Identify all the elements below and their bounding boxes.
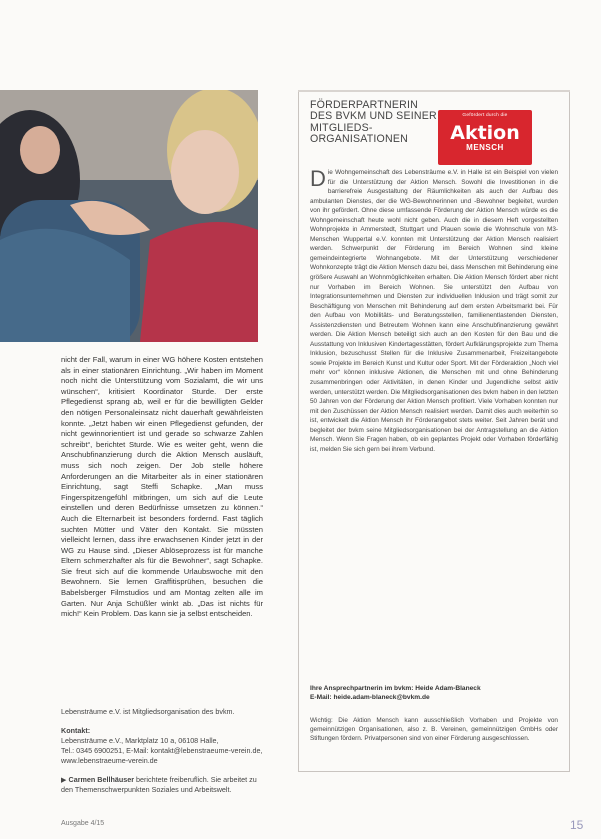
- photo-illustration: [0, 90, 258, 342]
- eligibility-note: Wichtig: Die Aktion Mensch kann ausschließlich Vorhaben und Projekte von gemeinnützigen Organisationen, also z. B. Vereinen, gemeinnützigen GmbHs oder Stiftungen fördern. Privatpersonen sind von einer Förderung ausgeschlossen.: [310, 717, 558, 743]
- membership-credit: Lebensträume e.V. ist Mitgliedsorganisation des bvkm.: [61, 707, 235, 716]
- author-bio: berichtete freiberuflich. Sie arbeitet zu den Themenschwerpunkten Soziales und Arbeitswelt.: [61, 775, 257, 794]
- contact-line: Tel.: 0345 6900251, E-Mail: kontakt@lebenstraeume-verein.de,: [61, 746, 263, 755]
- contact-line: Lebensträume e.V., Marktplatz 10 a, 06108 Halle,: [61, 736, 219, 745]
- drop-cap: D: [310, 166, 326, 191]
- sponsor-body-text: ie Wohngemeinschaft des Lebensträume e.V. in Halle ist ein Beispiel von vielen für die Unterstützung der Aktion Mensch. Sowohl die Investitionen in die barrierefreie Ausgestaltung der Räumlichkeiten als auch der Aufbau des ambulanten Dienstes, der die WG-Bewohnerinnen und -Bewohner begleitet, wurden von ihr gefördert. Ohne diese umfassende Förderung der Aktion Mensch würde es die Wohngemeinschaft heute wohl nicht geben. Auch die in diesem Heft vorgestellten Wohnprojekte in Ammerstedt, Stuttgart und Plauen sowie die Wohnschule von M3-Menschen Wuppertal e.V. konnten mit Unterstützung der Aktion Mensch realisiert werden. Schwerpunkt der Förderung im Bereich Wohnen sind kleine gemeindeintegrierte Wohnangebote. Mit der Unterstützung verschiedener Wohnkonzepte trägt die Aktion Mensch dazu bei, dass Menschen mit Behinderung eine größere Auswahl an Wohnmöglichkeiten erhalten. Die Aktion Mensch fördert aber nicht nur Vorhaben im Bereich Wohnen. Sie unterstützt den Aufbau von Integrationsunternehmen und Diensten zur individuellen Inklusion und trägt somit zur Beschäftigung von Menschen mit Behinderung auf dem ersten Arbeitsmarkt bei. Für den Aufbau von Mobilitäts- und Beratungsstellen, familienentlastenden Diensten, Assistenzdiensten und Betreutem Wohnen kann eine Anschubfinanzierung gewährt werden. Die Aktion Mensch beteiligt sich auch an den Kosten für den Bau und die Ausstattung von Inklusiven Kindertagesstätten, fördert Aufklärungsprojekte zum Thema Inklusion, bezuschusst Stellen für die Inklusive Zusammenarbeit, Freizeitangebote sowie Projekte im Bereich Kunst und Kultur oder Sport. Mit der Förderaktion „Noch viel mehr vor“ können inklusive Aktionen, die Menschen mit und ohne Behinderung zusammenbringen oder Aktivitäten, in denen Kinder und Jugendliche selbst aktiv werden, unterstützt werden. Die Mitgliedsorganisationen des bvkm haben in den letzten 50 Jahren von der Förderung der Aktion Mensch profitiert. Viele Vorhaben konnten nur mit den Zuschüssen der Aktion Mensch realisiert werden. Damit dies auch weiterhin so ist, entwickelt die Aktion Mensch ihr Förderangebot stets weiter. Seit Jahren berät und begleitet der bvkm seine Mitgliedsorganisationen bei der Antragstellung an die Aktion Mensch. Wenn Sie Fragen haben, ob ein geplantes Projekt oder Vorhaben förderfähig ist, melden Sie sich gern bei ihrem Verbund.: [310, 169, 558, 453]
- left-article-text: nicht der Fall, warum in einer WG höhere Kosten entstehen als in einer stationären Einrichtung. „Wir haben im Moment noch nicht die Unterstützung vom Sozialamt, die wir uns wünschen“, kritisiert Koordinator Sturde. Der erste Pflegedienst sprang ab, weil er für die bewilligten Gelder den nötigen Personaleinsatz nicht dauerhaft gewährleisten konnte. „Jetzt haben wir einen Pflegedienst gefunden, der nicht gewinnorientiert ist und gerade so schwarze Zahlen schreibt“, berichtet Sturde. Wie es weiter geht, wenn die Anschubfinanzierung durch die Aktion Mensch ausläuft, muss sich noch zeigen. Der Job stelle höhere Anforderungen an die Mitarbeiter als in einer stationären Einrichtung, sagt Steffi Schapke. „Man muss Fingerspitzengefühl mitbringen, um sich auf die Leute einstellen und deren Bedürfnisse umsetzen zu können.“ Auch die Elternarbeit ist besonders fordernd. Fast täglich suchten Mütter und Väter den Kontakt. Sie müssten vielleicht lernen, dass ihre erwachsenen Kinder jetzt in der WG zu Hause sind. „Dieser Ablöseprozess ist für manche Eltern schmerzhafter als für die Bewohner“, sagt Schapke. Sie freut sich auf die kommende Urlaubswoche mit den Bewohnern. Sie lernen Graffitisprühen, besuchen die Babelsberger Filmstudios und am Montag zelten alle im Garten. Nur Anja Schüßler winkt ab. „Das ist nichts für mich!“ Kein Problem. Das kann sie ja selbst entscheiden.: [61, 355, 263, 619]
- issue-label: Ausgabe 4/15: [61, 820, 105, 827]
- headline-line: MITGLIEDS-: [310, 121, 373, 134]
- aktion-mensch-logo: [438, 110, 532, 165]
- author-name: Carmen Bellhäuser: [68, 775, 135, 784]
- contact-person: Ihre Ansprechpartnerin im bvkm: Heide Adam-Blaneck: [310, 685, 481, 692]
- headline-line: FÖRDERPARTNERIN: [310, 99, 418, 111]
- logo-top-text: Gefördert durch die: [462, 113, 508, 118]
- author-note: ▶ Carmen Bellhäuser berichtete freiberuflich. Sie arbeitet zu den Themenschwerpunkten Soziales und Arbeitswelt.: [61, 775, 257, 794]
- page-number: 15: [570, 818, 584, 832]
- contact-website-link[interactable]: www.lebenstraeume-verein.de: [61, 756, 158, 765]
- headline-line: ORGANISATIONEN: [310, 133, 408, 146]
- headline-line: DES BVKM UND SEINER: [310, 110, 437, 123]
- left-footer: [61, 707, 263, 795]
- box-top-rule: [298, 90, 570, 92]
- logo-main-text: Aktion: [450, 122, 520, 144]
- contact-email-link[interactable]: E-Mail: heide.adam-blaneck@bvkm.de: [310, 694, 430, 701]
- left-article-column: [61, 355, 263, 620]
- sponsor-body: [310, 168, 558, 454]
- sponsor-contact: [310, 684, 558, 744]
- logo-sub-text: MENSCH: [466, 143, 504, 152]
- article-photo: [0, 90, 258, 342]
- contact-heading: Kontakt:: [61, 726, 91, 735]
